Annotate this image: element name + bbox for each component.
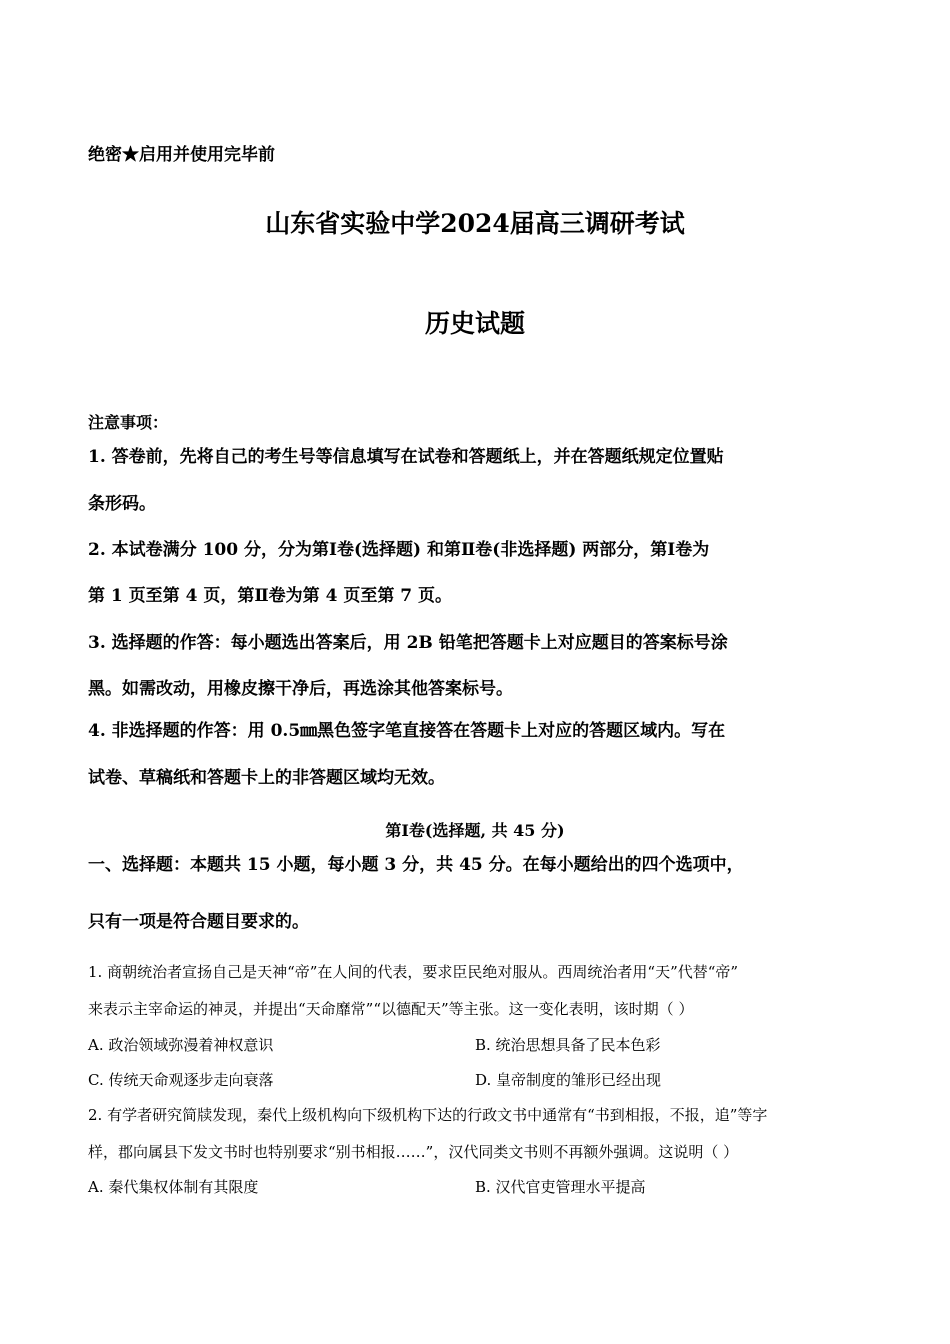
notice-line: 1. 答卷前，先将自己的考生号等信息填写在试卷和答题纸上，并在答题纸规定位置贴 (88, 447, 724, 467)
section-title: 第Ⅰ卷(选择题, 共 45 分) (385, 821, 565, 840)
notice-line: 第 1 页至第 4 页，第Ⅱ卷为第 4 页至第 7 页。 (88, 586, 452, 606)
section-instruction: 一、选择题：本题共 15 小题，每小题 3 分，共 45 分。在每小题给出的四个选项中， (88, 855, 744, 875)
question-1-option-d: D. 皇帝制度的雏形已经出现 (475, 1071, 662, 1089)
notice-heading: 注意事项： (88, 413, 169, 432)
exam-title: 山东省实验中学2024届高三调研考试 (265, 209, 685, 238)
question-1-option-c: C. 传统天命观逐步走向衰落 (88, 1071, 274, 1089)
notice-line: 3. 选择题的作答：每小题选出答案后，用 2B 铅笔把答题卡上对应题目的答案标号涂 (88, 633, 728, 653)
notice-line: 2. 本试卷满分 100 分，分为第Ⅰ卷(选择题) 和第Ⅱ卷(非选择题) 两部分，第Ⅰ卷为 (88, 540, 710, 560)
question-2-option-b: B. 汉代官吏管理水平提高 (475, 1178, 646, 1196)
question-2-text: 2. 有学者研究简牍发现，秦代上级机构向下级机构下达的行政文书中通常有“书到相报，不报，追”等字 (88, 1106, 768, 1124)
notice-line: 黑。如需改动，用橡皮擦干净后，再选涂其他答案标号。 (88, 679, 513, 699)
notice-line: 试卷、草稿纸和答题卡上的非答题区域均无效。 (88, 768, 445, 788)
notice-line: 条形码。 (88, 494, 156, 514)
question-1-text: 来表示主宰命运的神灵，并提出“天命靡常”“以德配天”等主张。这一变化表明，该时期（ ） (88, 1000, 694, 1018)
exam-subject: 历史试题 (424, 309, 525, 338)
confidential-label: 绝密★启用并使用完毕前 (88, 145, 275, 165)
question-1-text: 1. 商朝统治者宣扬自己是天神“帝”在人间的代表，要求臣民绝对服从。西周统治者用“天”代替“帝” (88, 963, 739, 981)
question-1-option-a: A. 政治领域弥漫着神权意识 (88, 1036, 274, 1054)
question-2-text: 样，郡向属县下发文书时也特别要求“别书相报……”，汉代同类文书则不再额外强调。这说明（ ） (88, 1143, 739, 1161)
section-instruction: 只有一项是符合题目要求的。 (88, 912, 309, 932)
question-1-option-b: B. 统治思想具备了民本色彩 (475, 1036, 661, 1054)
notice-line: 4. 非选择题的作答：用 0.5㎜黑色签字笔直接答在答题卡上对应的答题区域内。写在 (88, 721, 726, 741)
question-2-option-a: A. 秦代集权体制有其限度 (88, 1178, 259, 1196)
